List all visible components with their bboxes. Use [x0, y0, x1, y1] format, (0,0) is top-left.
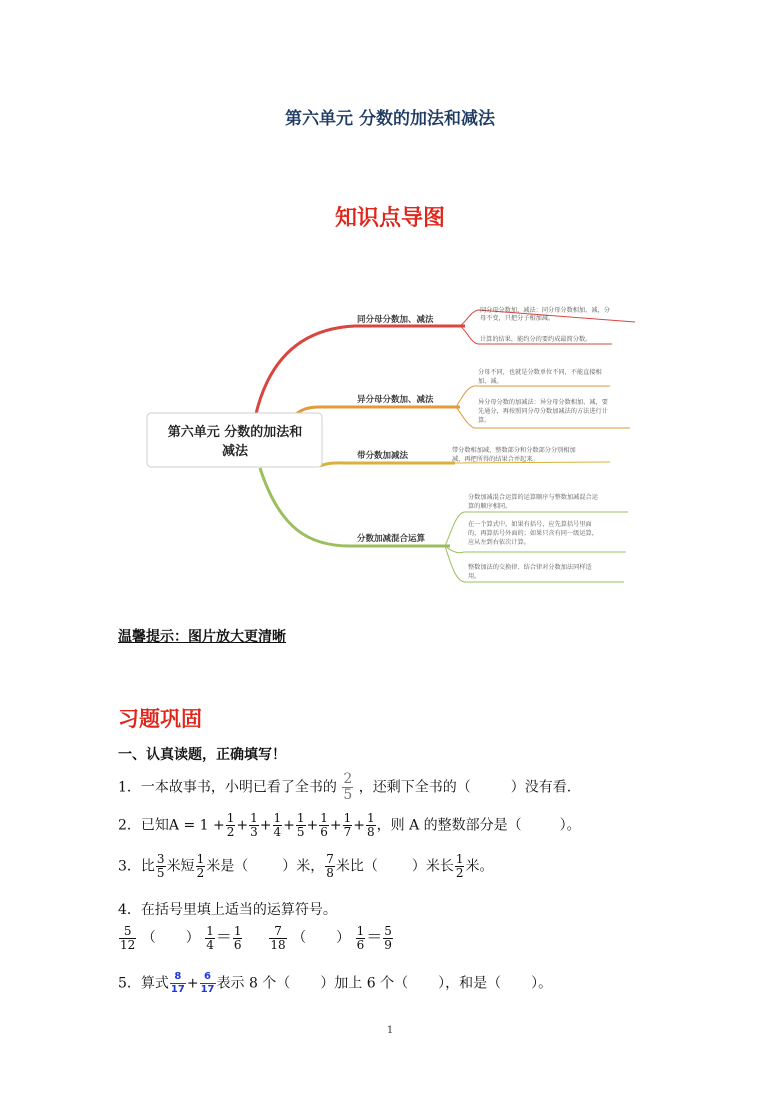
note-2-1-line2: 加、减。: [478, 378, 503, 385]
question-3: 3．比 $\frac{3}{5}$ 米短 $\frac{1}{2}$ 米是（ ）米， $\frac{7}{8}$ 米比（ ）米长 $\frac{1}{2}$ 米。: [118, 852, 494, 880]
branch-4-notes: [468, 493, 599, 580]
fraction-one-sixth: $\frac{1}{6}$: [356, 923, 365, 952]
note-4-1-line2: 算的顺序相同。: [468, 503, 512, 510]
fraction-term: $\frac{1}{4}$: [273, 811, 282, 839]
page-number: 1: [386, 1025, 394, 1036]
branch-label-1: 同分母分数加、减法: [357, 315, 434, 325]
note-4-2-line3: 应从左到右依次计算。: [468, 539, 530, 546]
branch-1-notes: [480, 306, 611, 343]
exercise-heading: 习题巩固: [118, 707, 202, 731]
fraction-two-fifths: $\frac{2}{5}$: [343, 771, 353, 803]
question-2: 2．已知A = 1 + $\frac{1}{2}$ + $\frac{1}{3}$ + $\frac{1}{4}$ + $\frac{1}{5}$ + $\frac{1}{6}$ + $\frac{1}{7}$ + $\frac{1}{8}$ ，则 A 的整数部分是（ ）。: [118, 811, 581, 839]
branch-label-3: 带分数加减法: [357, 451, 409, 461]
branch-label-2: 异分母分数加、减法: [357, 395, 434, 405]
note-1-1-line1: 同分母分数加、减法：同分母分数相加、减，分: [480, 307, 610, 314]
mindmap-heading: 知识点导图: [334, 206, 445, 231]
branch-curve-3: [320, 463, 455, 466]
fraction-term: $\frac{1}{7}$: [343, 811, 352, 839]
fraction-seven-eighteenths: $\frac{7}{18}$: [270, 923, 286, 952]
fraction-one-half: $\frac{1}{2}$: [455, 852, 464, 880]
note-4-2-line1: 在一个算式中，如果有括号，应先算括号里面: [468, 521, 592, 528]
fraction-term: $\frac{1}{5}$: [296, 811, 305, 839]
mindmap-root-line2: 减法: [221, 444, 249, 459]
fraction-eight-seventeenths: $\frac{8}{17}$: [170, 971, 185, 995]
note-1-1-line2: 母不变，只把分子相加减。: [480, 315, 555, 322]
fraction-five-ninths: $\frac{5}{9}$: [384, 923, 392, 952]
note-3-1-line1: 带分数相加减，整数部分和分数部分分别相加: [452, 447, 576, 454]
note-4-2-line2: 的，再算括号外面的；如果只含有同一级运算，: [468, 530, 598, 537]
fraction-one-fourth: $\frac{1}{4}$: [206, 923, 214, 952]
note-4-3-line1: 整数加法的交换律、结合律对分数加法同样适: [468, 564, 592, 571]
note-2-2-line1: 异分母分数的加减法：异分母分数相加、减，要: [478, 399, 608, 406]
fraction-seven-eighths: $\frac{7}{8}$: [326, 852, 334, 880]
question-5: 5．算式 $\frac{8}{17}$ + $\frac{6}{17}$ 表示 8 个（ ）加上 6 个（ ），和是（ ）。: [118, 971, 553, 995]
question-4: 4．在括号里填上适当的运算符号。: [118, 902, 337, 918]
note-2-2-line3: 算。: [478, 417, 491, 424]
note-4-3-line2: 用。: [468, 573, 481, 580]
note-1-2-line1: 计算的结果，能约分的要约成最简分数。: [480, 336, 592, 343]
mindmap-root-line1: 第六单元 分数的加法和: [167, 425, 303, 440]
fraction-three-fifths: $\frac{3}{5}$: [156, 852, 165, 880]
fraction-term: $\frac{1}{8}$: [367, 811, 375, 839]
mindmap: [140, 290, 640, 610]
question-4-equations: $\frac{5}{12}$ （ ） $\frac{1}{4}$ ＝ $\frac{1}{6}$ $\frac{7}{18}$ （ ） $\frac{1}{6}$ ＝ $\frac{5}{9}$: [120, 923, 392, 952]
note-2-2-line2: 先通分，再按照同分母分数加减法的方法进行计: [478, 408, 608, 415]
branch-2-notes: [478, 368, 608, 424]
branch-label-4: 分数加减混合运算: [357, 534, 426, 544]
fraction-term: $\frac{1}{2}$: [226, 811, 235, 839]
fraction-five-twelfths: $\frac{5}{12}$: [120, 923, 136, 952]
fraction-term: $\frac{1}{6}$: [320, 811, 328, 839]
note-2-1-line1: 分母不同，也就是分数单位不同，不能直接相: [478, 369, 602, 376]
fraction-one-half: $\frac{1}{2}$: [196, 852, 205, 880]
zoom-hint: 温馨提示：图片放大更清晰: [118, 629, 286, 645]
fraction-term: $\frac{1}{3}$: [250, 811, 258, 839]
note-4-1-line1: 分数加减混合运算的运算顺序与整数加减混合运: [468, 494, 598, 501]
fraction-six-seventeenths: $\frac{6}{17}$: [200, 971, 215, 995]
document-title: 第六单元 分数的加法和减法: [285, 109, 495, 129]
fraction-one-sixth: $\frac{1}{6}$: [233, 923, 242, 952]
question-1: 1．一本故事书，小明已看了全书的 $\frac{2}{5}$ ，还剩下全书的（ ）没有看.: [118, 771, 572, 803]
part-one-heading: 一、认真读题，正确填写！: [118, 747, 286, 763]
branch-3-notes: [452, 446, 576, 463]
note-3-1-line2: 减，再把所得的结果合并起来。: [452, 456, 539, 463]
